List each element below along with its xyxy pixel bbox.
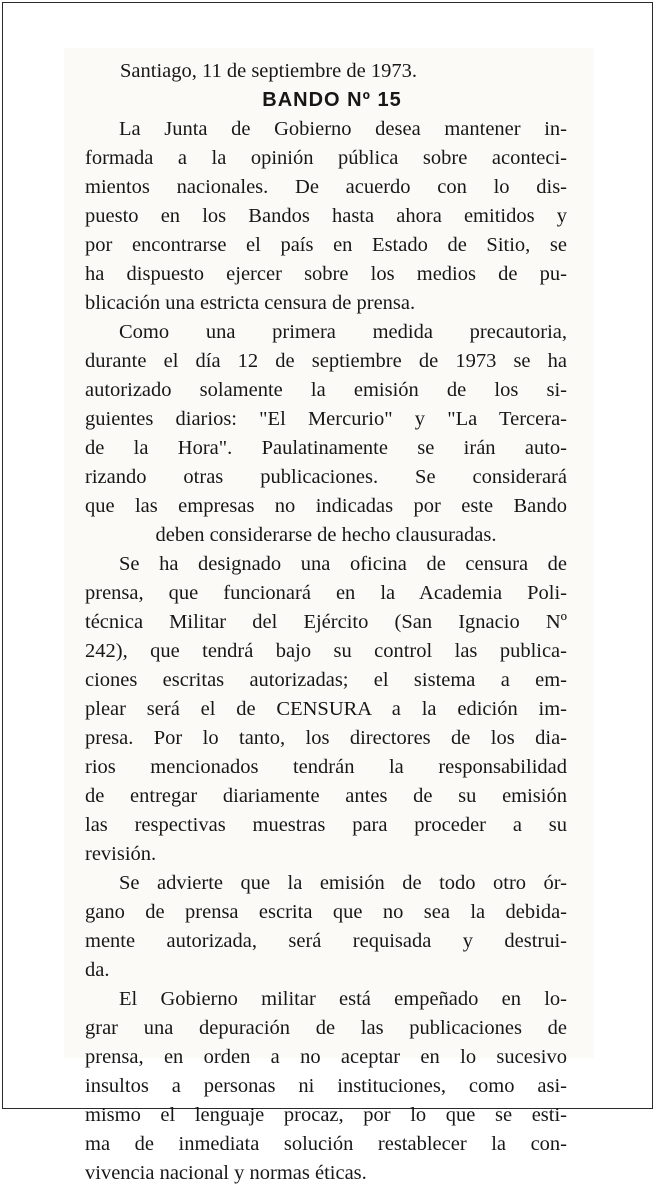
text-line: insultos a personas ni instituciones, como asi- bbox=[85, 1075, 567, 1097]
text-line: La Junta de Gobierno desea mantener in- bbox=[119, 118, 567, 140]
text-line: Se advierte que la emisión de todo otro ór- bbox=[119, 872, 567, 894]
text-line: ciones escritas autorizadas; el sistema a em- bbox=[85, 669, 567, 691]
text-line: durante el día 12 de septiembre de 1973 se ha bbox=[85, 350, 567, 372]
text-line: ha dispuesto ejercer sobre los medios de pu- bbox=[85, 263, 567, 285]
text-line: guientes diarios: "El Mercurio" y "La Tercera- bbox=[85, 408, 567, 430]
text-line: de la Hora". Paulatinamente se irán auto- bbox=[85, 437, 567, 459]
text-line: por encontrarse el país en Estado de Sitio, se bbox=[85, 234, 567, 256]
text-line: las respectivas muestras para proceder a su bbox=[85, 814, 567, 836]
text-line: grar una depuración de las publicaciones de bbox=[85, 1017, 567, 1039]
text-line: que las empresas no indicadas por este Bando bbox=[85, 495, 567, 517]
text-line: puesto en los Bandos hasta ahora emitidos y bbox=[85, 205, 567, 227]
text-line: mientos nacionales. De acuerdo con lo dis- bbox=[85, 176, 567, 198]
text-line: plear será el de CENSURA a la edición im- bbox=[85, 698, 567, 720]
text-line: deben considerarse de hecho clausuradas. bbox=[155, 524, 497, 546]
text-line: rios mencionados tendrán la responsabilidad bbox=[85, 756, 567, 778]
text-line: Como una primera medida precautoria, bbox=[119, 321, 567, 343]
text-line: rizando otras publicaciones. Se considerará bbox=[85, 466, 567, 488]
text-line: autorizado solamente la emisión de los si- bbox=[85, 379, 567, 401]
text-line: Se ha designado una oficina de censura de bbox=[119, 553, 567, 575]
text-line: 242), que tendrá bajo su control las publica- bbox=[85, 640, 567, 662]
text-line: gano de prensa escrita que no sea la debida- bbox=[85, 901, 567, 923]
text-line: mente autorizada, será requisada y destrui- bbox=[85, 930, 567, 952]
text-line: de entregar diariamente antes de su emisión bbox=[85, 785, 567, 807]
text-line: formada a la opinión pública sobre aconteci- bbox=[85, 147, 567, 169]
text-line: revisión. bbox=[85, 843, 157, 865]
text-line: mismo el lenguaje procaz, por lo que se esti- bbox=[85, 1104, 567, 1126]
date-line: Santiago, 11 de septiembre de 1973. bbox=[120, 60, 417, 82]
text-line: presa. Por lo tanto, los directores de los dia- bbox=[85, 727, 567, 749]
text-line: prensa, en orden a no aceptar en lo sucesivo bbox=[85, 1046, 567, 1068]
text-line: prensa, que funcionará en la Academia Poli- bbox=[85, 582, 567, 604]
bando-text bbox=[85, 57, 567, 1188]
text-line: técnica Militar del Ejército (San Ignacio Nº bbox=[85, 611, 567, 633]
text-line: ma de inmediata solución restablecer la con- bbox=[85, 1133, 567, 1155]
text-line: El Gobierno militar está empeñado en lo- bbox=[119, 988, 567, 1010]
text-line: da. bbox=[85, 959, 110, 981]
text-line: blicación una estricta censura de prensa. bbox=[85, 292, 416, 314]
text-line: vivencia nacional y normas éticas. bbox=[85, 1162, 367, 1184]
bando-title: BANDO Nº 15 bbox=[262, 89, 402, 111]
